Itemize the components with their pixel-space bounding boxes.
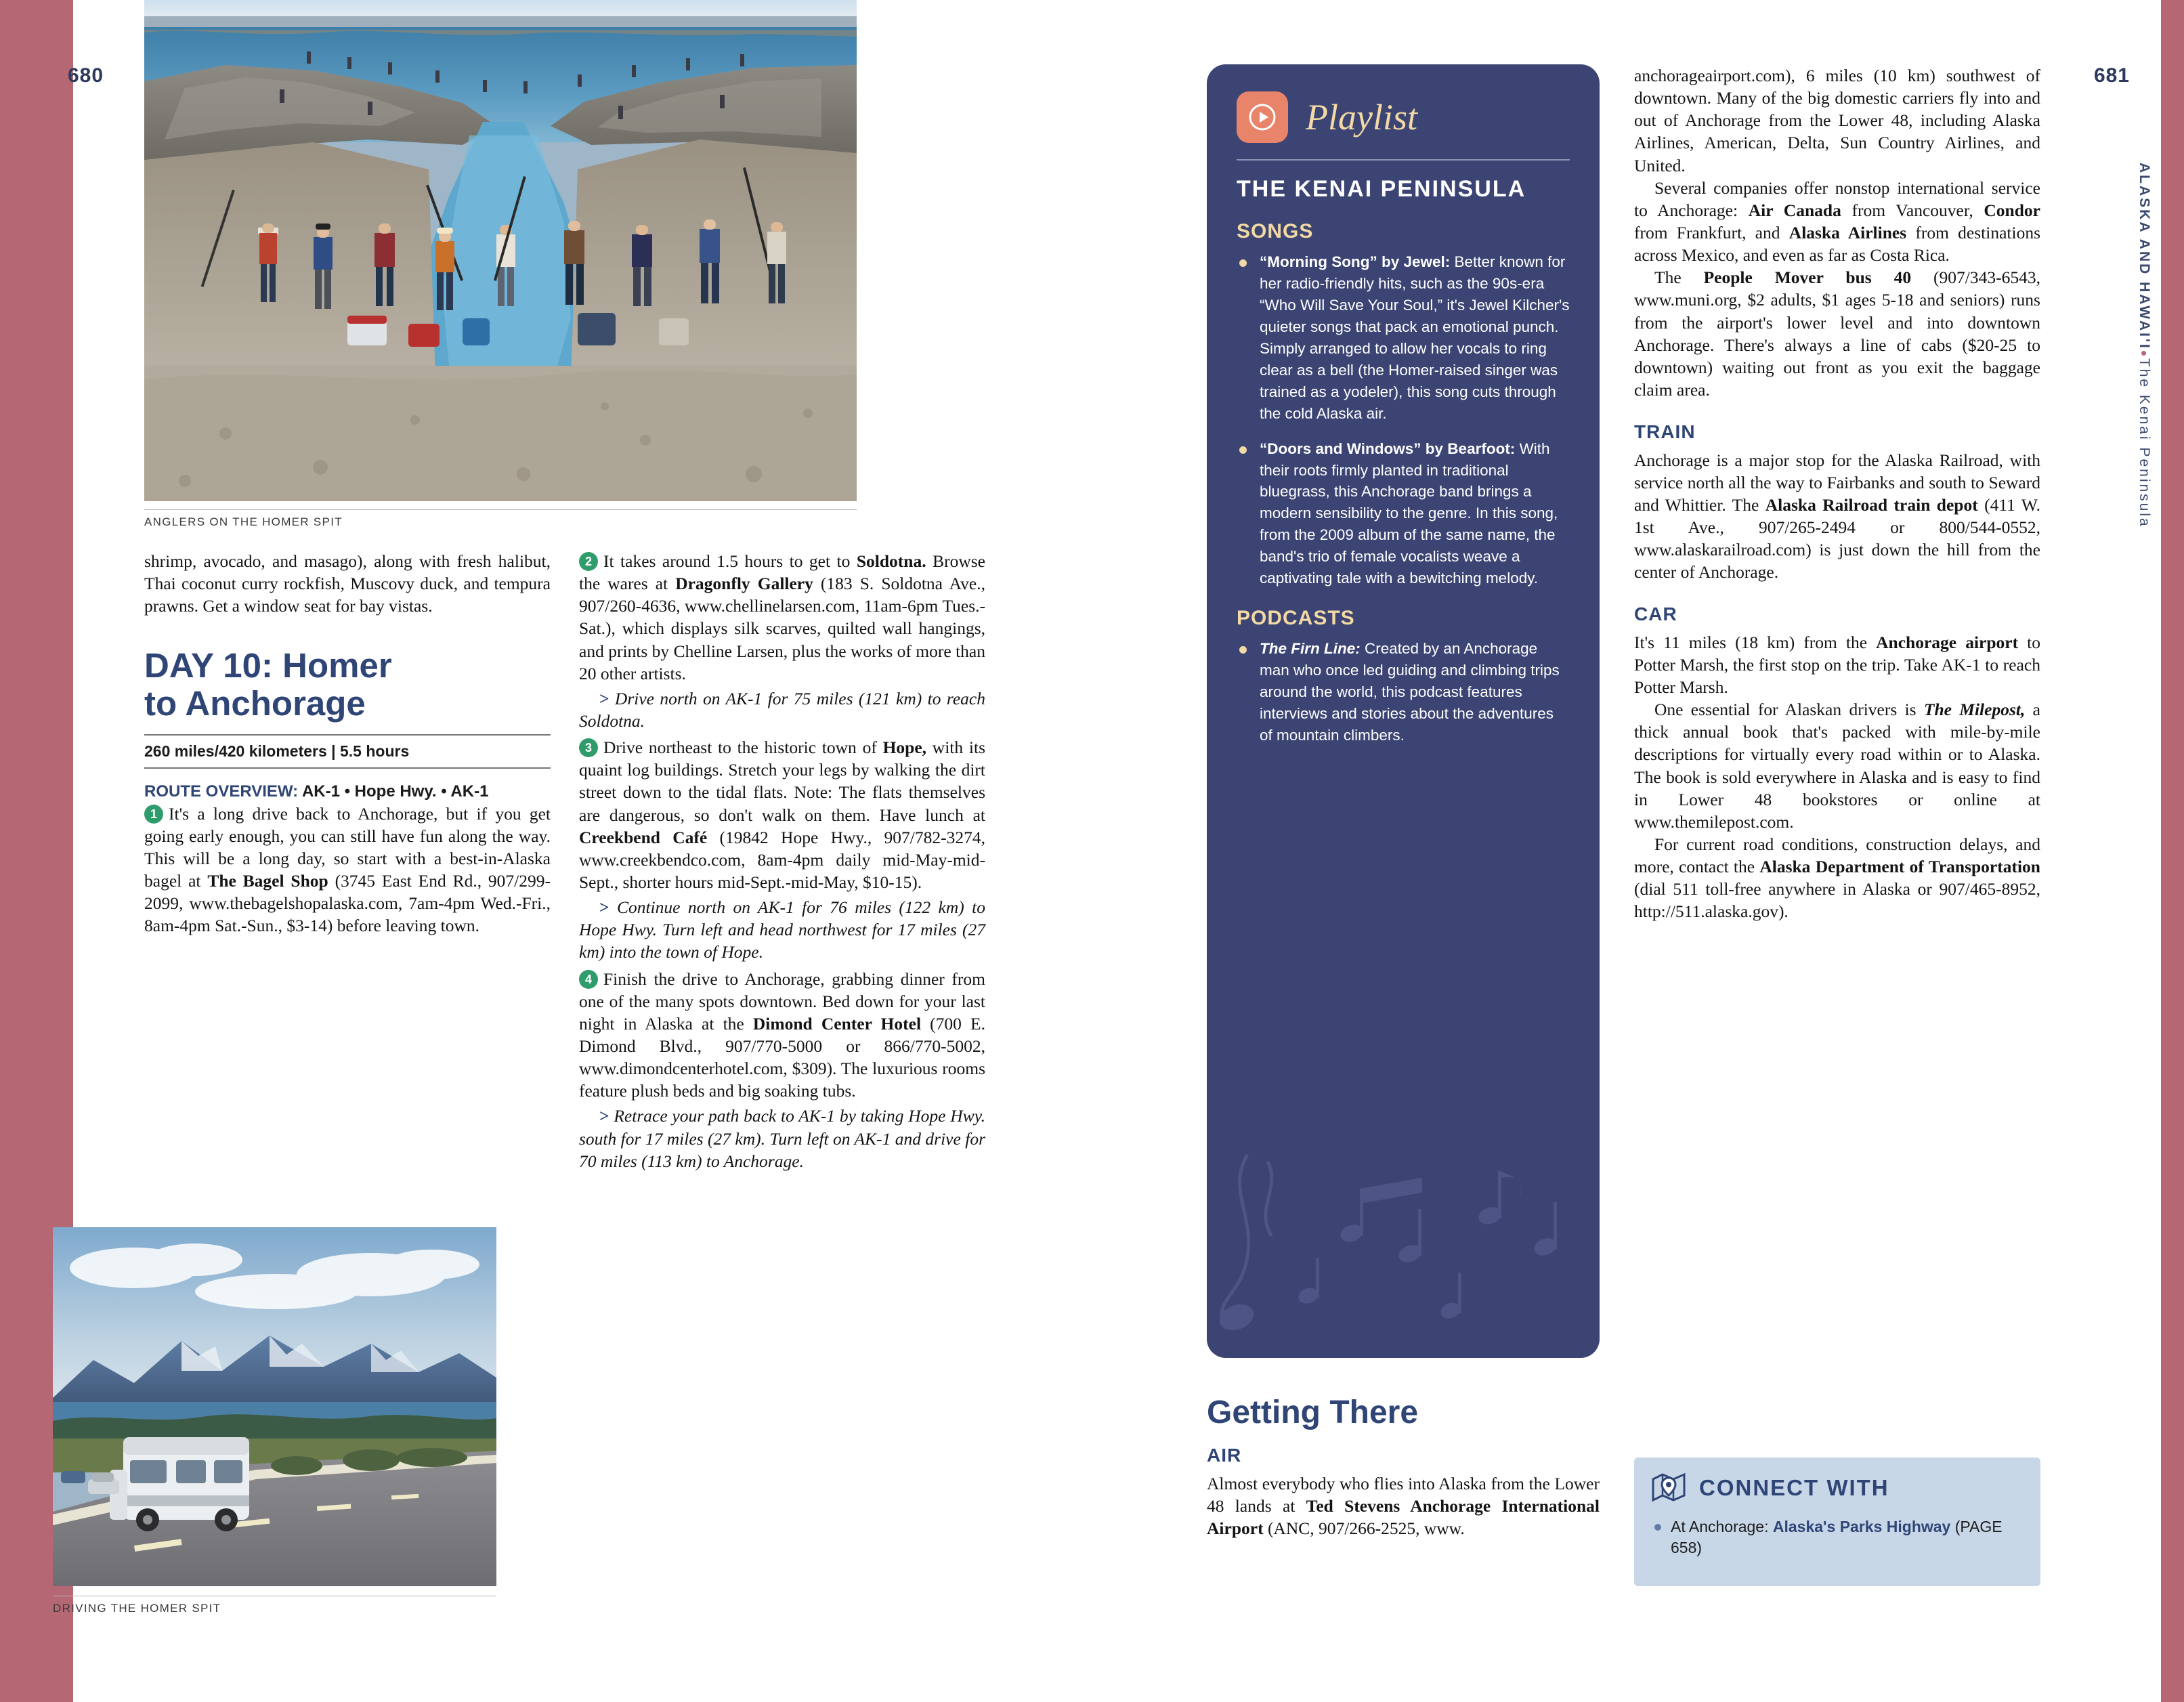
- play-icon: [1237, 91, 1288, 143]
- airline-alaska: Alaska Airlines: [1789, 222, 1907, 242]
- playlist-song-item: [1237, 438, 1570, 590]
- step-1-text-c: (3745 East End Rd., 907/299-2099, www.thebagelshopalaska.com, 7am-4pm Wed.-Fri., 8am-4pm Sat.-Sun., $3-14) before leaving town.: [144, 871, 551, 936]
- anglers-photo-caption: ANGLERS ON THE HOMER SPIT: [144, 509, 857, 529]
- right-page-edge: [2161, 0, 2184, 1702]
- step-2-text-c: Browse the wares at: [579, 551, 985, 594]
- drive-direction-2-text: Drive north on AK-1 for 75 miles (121 km) to reach Soldotna.: [579, 688, 985, 731]
- column-five: [1634, 64, 2040, 923]
- drive-direction-4-text: Retrace your path back to AK-1 by taking Hope Hwy. south for 17 miles (27 km). Turn left on AK-1 and drive for 70 miles (113 km) to Anchorage.: [579, 1106, 986, 1171]
- air-heading: AIR: [1207, 1445, 1242, 1466]
- step-3-text-c: with its quaint log buildings. Stretch your legs by walking the dirt street down to the tidal flats. Note: The flats themselves are dangerous, so don't walk on them. Have lunch at: [579, 738, 985, 825]
- drive-arrow-icon: >: [599, 897, 609, 918]
- column-two: [579, 550, 985, 1172]
- airline-air-canada: Air Canada: [1748, 200, 1841, 220]
- step-3: [579, 736, 985, 893]
- podcast-title: The Firn Line:: [1260, 640, 1361, 658]
- air-airport-name: Ted Stevens Anchorage International Airport: [1207, 1495, 1600, 1539]
- step-1-text-a: It's a long drive back to Anchorage, but if you get going early enough, you can still have fun along the way. This will be a long day, so start with a best-in-Alaska bagel at: [144, 803, 551, 891]
- step-2-badge: 2: [579, 552, 598, 571]
- car-p3-c: (dial 511 toll-free anywhere in Alaska or 907/465-8952, http://511.alaska.gov).: [1634, 879, 2040, 922]
- train-c: (411 W. 1st Ave., 907/265-2494 or 800/544-0552, www.alaskarailroad.com) is just down the hill from the center of Anchorage.: [1634, 494, 2040, 582]
- air-p2-g: from destinations across Mexico, and even as far as Costa Rica.: [1634, 222, 2040, 265]
- running-head-dot: •: [2134, 349, 2154, 358]
- getting-there-heading: Getting There: [1207, 1395, 1419, 1430]
- step-3-text-e: (19842 Hope Hwy., 907/782-3274, www.creekbendco.com, 8am-4pm daily mid-May-mid-Sept., shorter hours mid-Sept.-mid-May, $10-15).: [579, 827, 985, 892]
- route-overview-label: ROUTE OVERVIEW:: [144, 782, 299, 801]
- running-head-chapter: The Kenai Peninsula: [2137, 358, 2152, 528]
- driving-photo: [53, 1227, 496, 1586]
- anchorage-airport: Anchorage airport: [1876, 632, 2019, 652]
- day-heading-line1: DAY 10: Homer: [144, 646, 392, 685]
- connect-item-prefix: At Anchorage:: [1671, 1518, 1773, 1535]
- air-paragraph-1: [1207, 1472, 1600, 1539]
- drive-direction-2: [579, 687, 985, 732]
- folio-left: 680: [68, 64, 104, 87]
- music-notes-decoration: [1207, 1114, 1600, 1358]
- air-paragraph-2: [1634, 177, 2040, 267]
- car-p1-a: It's 11 miles (18 km) from the: [1634, 632, 1877, 652]
- train-depot-name: Alaska Railroad train depot: [1765, 494, 1978, 515]
- step-2-place: Soldotna.: [856, 551, 926, 571]
- driving-photo-caption: DRIVING THE HOMER SPIT: [53, 1596, 496, 1615]
- drive-arrow-icon: >: [599, 688, 609, 708]
- train-a: Anchorage is a major stop for the Alaska Railroad, with service north all the way to Fairbanks and south to Seward and Whittier. The: [1634, 450, 2040, 515]
- airline-condor: Condor: [1984, 200, 2040, 220]
- step-3-place: Hope,: [882, 738, 927, 758]
- step-3-poi: Creekbend Café: [579, 827, 708, 847]
- step-4-badge: 4: [579, 970, 598, 989]
- train-heading: TRAIN: [1634, 421, 1696, 443]
- anglers-photo: [144, 0, 857, 501]
- car-p3-a: For current road conditions, construction delays, and more, contact the: [1634, 834, 2040, 877]
- step-4-text-c: (700 E. Dimond Blvd., 907/770-5000 or 866/770-5002, www.dimondcenterhotel.com, $309). The luxurious rooms feature plush beds and big soaking tubs.: [579, 1013, 985, 1101]
- car-p1-c: to Potter Marsh, the first stop on the trip. Take AK-1 to reach Potter Marsh.: [1634, 632, 2040, 698]
- drive-arrow-icon: >: [599, 1106, 609, 1126]
- connect-item-link[interactable]: Alaska's Parks Highway: [1772, 1518, 1951, 1535]
- playlist-songs-heading: SONGS: [1237, 220, 1314, 243]
- day-distance-time: 260 miles/420 kilometers | 5.5 hours: [144, 734, 551, 769]
- train-paragraph: [1634, 449, 2040, 584]
- milepost-title: The Milepost,: [1923, 700, 2026, 720]
- air-p2-a: Several companies offer nonstop international service to Anchorage:: [1634, 177, 2040, 220]
- day-heading: [144, 647, 551, 721]
- route-overview-value: AK-1 • Hope Hwy. • AK-1: [301, 782, 489, 801]
- step-2-text-a: It takes around 1.5 hours to get to: [603, 551, 857, 571]
- connect-with-title: CONNECT WITH: [1699, 1474, 1889, 1500]
- car-paragraph-3: [1634, 833, 2040, 923]
- continued-paragraph: shrimp, avocado, and masago), along with fresh halibut, Thai coconut curry rockfish, Muscovy duck, and tempura prawns. Get a window seat for bay vistas.: [144, 551, 551, 616]
- air-p1-c: (ANC, 907/266-2525, www.: [1263, 1518, 1465, 1539]
- step-4: [579, 968, 985, 1103]
- song-body: Better known for her radio-friendly hits, such as the 90s-era “Who Will Save Your Soul,” it's Jewel Kilcher's quieter songs that pack an emotional punch. Simply arranged to allow her vocals to ring clear as a bell (the Homer-raised singer was trained as a yodeler), this song cuts through the cold Alaska air.: [1260, 253, 1570, 422]
- car-paragraph-2: [1634, 698, 2040, 833]
- song-body: With their roots firmly planted in traditional bluegrass, this Anchorage band brings a modern sensibility to the genre. In this song, from the 2009 album of the same name, the band's trio of female vocalists weave a captivating tale with a bewitching melody.: [1260, 440, 1558, 587]
- playlist-subtitle: THE KENAI PENINSULA: [1237, 176, 1526, 202]
- playlist-song-item: [1237, 251, 1570, 425]
- step-1: [144, 803, 551, 937]
- air-p2-c: from Vancouver,: [1841, 200, 1984, 220]
- drive-direction-3-text: Continue north on AK-1 for 76 miles (122 km) to Hope Hwy. Turn left and head northwest for 17 miles (27 km) into the town of Hope.: [579, 897, 986, 962]
- column-one: [144, 550, 551, 937]
- playlist-title: Playlist: [1306, 97, 1417, 137]
- car-p2-c: a thick annual book that's packed with mile-by-mile descriptions for virtually every road within or to Alaska. The book is sold everywhere in Alaska and is easy to find in Lower 48 bookstores or online at www.themilepost.com.: [1634, 700, 2040, 832]
- song-title: “Morning Song” by Jewel:: [1260, 253, 1451, 271]
- playlist-podcast-item: [1237, 638, 1570, 746]
- car-heading: CAR: [1634, 603, 1677, 625]
- air-paragraph-3: [1634, 266, 2040, 401]
- connect-with-item[interactable]: [1650, 1516, 2024, 1558]
- running-head: [2127, 163, 2154, 772]
- air-continued: anchorageairport.com), 6 miles (10 km) southwest of downtown. Many of the big domestic carriers fly into and out of Anchorage from the Lower 48, including Alaska Airlines, American, Delta, Sun Country Airlines, and United.: [1634, 66, 2040, 175]
- people-mover-bus: People Mover bus 40: [1703, 268, 1912, 288]
- car-p2-a: One essential for Alaskan drivers is: [1654, 700, 1924, 720]
- step-1-poi: The Bagel Shop: [207, 871, 328, 891]
- step-1-badge: 1: [144, 805, 163, 824]
- step-3-text-a: Drive northeast to the historic town of: [603, 738, 883, 758]
- folio-right: 681: [2093, 64, 2130, 87]
- route-overview: [144, 781, 551, 802]
- step-2-text-e: (183 S. Soldotna Ave., 907/260-4636, www.chellinelarsen.com, 11am-6pm Tues.-Sat.), which displays silk scarves, quilted wall hangings, and prints by Chelline Larsen, plus the works of more than 20 other artists.: [579, 574, 985, 683]
- step-2-poi: Dragonfly Gallery: [675, 574, 813, 594]
- running-head-book: ALASKA AND HAWAI'I: [2137, 163, 2152, 350]
- getting-there-section: [1207, 1392, 1600, 1539]
- dot-name: Alaska Department of Transportation: [1759, 857, 2040, 877]
- step-4-poi: Dimond Center Hotel: [752, 1013, 922, 1034]
- step-4-text-a: Finish the drive to Anchorage, grabbing dinner from one of the many spots downtown. Bed down for your last night in Alaska at the: [579, 969, 985, 1034]
- connect-item-page: (PAGE 658): [1671, 1518, 2003, 1557]
- drive-direction-4: [579, 1105, 985, 1172]
- air-p1-a: Almost everybody who flies into Alaska from the Lower 48 lands at: [1207, 1473, 1600, 1516]
- connect-with-header: [1650, 1470, 2024, 1506]
- playlist-sidebar: [1207, 64, 1600, 1358]
- playlist-podcasts-heading: PODCASTS: [1237, 607, 1355, 630]
- step-2: [579, 550, 985, 685]
- podcast-body: Created by an Anchorage man who once led guiding and climbing trips around the world, this podcast features interviews and stories about the adventures of mountain climbers.: [1260, 640, 1560, 744]
- playlist-header: [1237, 91, 1570, 143]
- song-title: “Doors and Windows” by Bearfoot:: [1260, 440, 1516, 457]
- drive-direction-3: [579, 896, 985, 963]
- car-paragraph-1: [1634, 631, 2040, 698]
- day-heading-line2: to Anchorage: [144, 683, 366, 723]
- air-p3-a: The: [1654, 268, 1704, 288]
- air-p3-c: (907/343-6543, www.muni.org, $2 adults, $1 ages 5-18 and seniors) runs from the airport's lower level and into downtown Anchorage. There's always a line of cabs ($20-25 to downtown) waiting out front as you exit the baggage claim area.: [1634, 268, 2040, 400]
- map-pin-icon: [1650, 1470, 1687, 1506]
- air-p2-e: from Frankfurt, and: [1634, 222, 1789, 242]
- step-3-badge: 3: [579, 738, 598, 757]
- playlist-divider: [1237, 159, 1570, 161]
- connect-with-box: [1634, 1458, 2040, 1586]
